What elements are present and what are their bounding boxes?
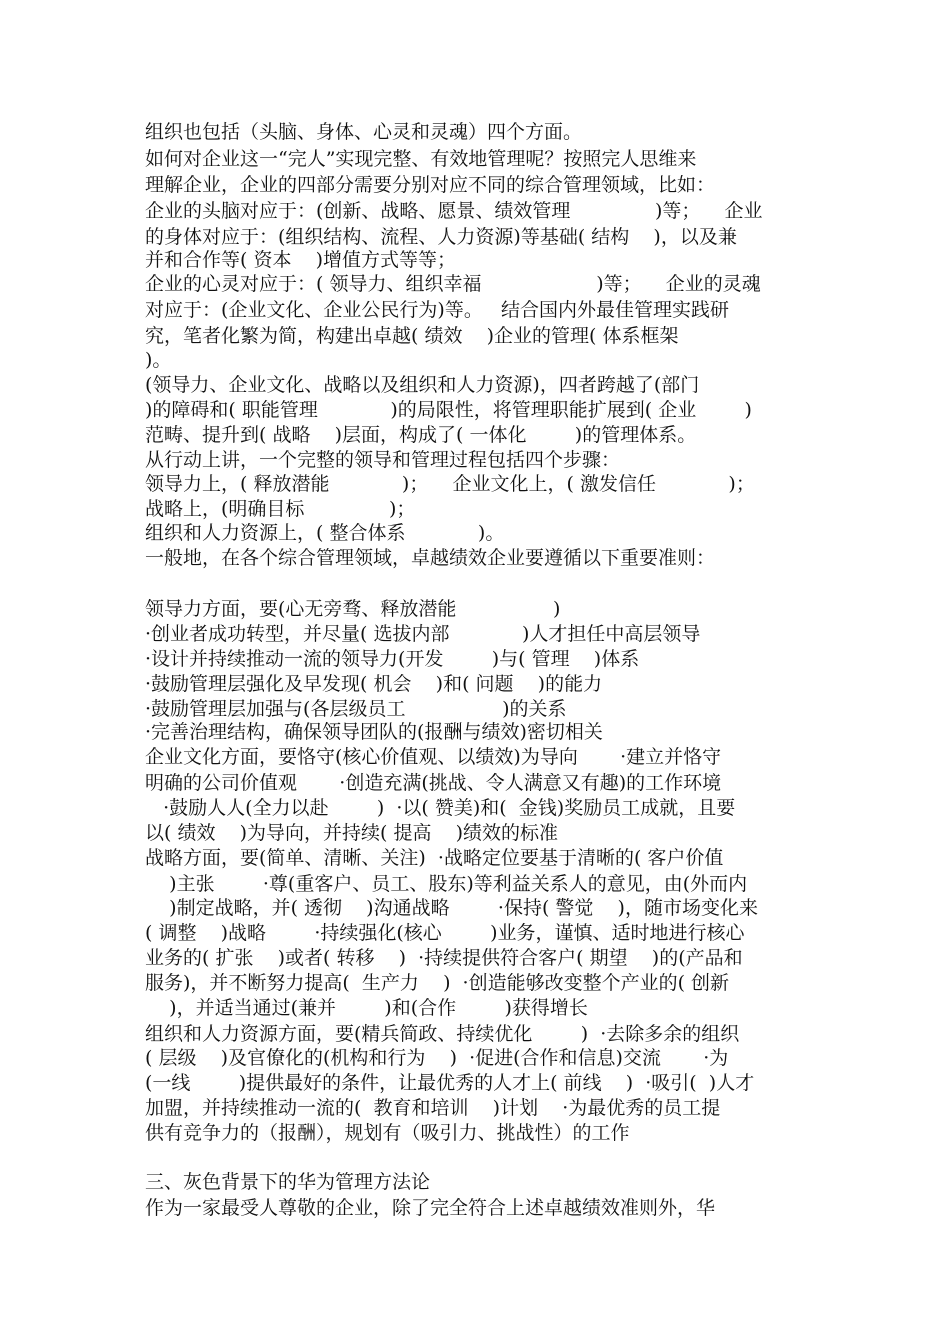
- text-line: ·鼓励管理层强化及早发现( 机会 )和( 问题 )的能力: [145, 673, 603, 695]
- text-line: ·完善治理结构，确保领导团队的(报酬与绩效)密切相关: [145, 721, 603, 743]
- text-line: 组织也包括（头脑、身体、心灵和灵魂）四个方面。: [145, 121, 583, 143]
- text-line: 企业的头脑对应于：(创新、战略、愿景、绩效管理 )等； 企业: [145, 200, 763, 222]
- text-line: 对应于：(企业文化、企业公民行为)等。 结合国内外最佳管理实践研: [145, 299, 729, 321]
- text-line: ( 层级 )及官僚化的(机构和行为 ) ·促进(合作和信息)交流 ·为: [145, 1047, 729, 1069]
- text-line: 加盟，并持续推动一流的( 教育和培训 )计划 ·为最优秀的员工提: [145, 1097, 721, 1119]
- text-line: 业务的( 扩张 )或者( 转移 ) ·持续提供符合客户( 期望 )的(产品和: [145, 947, 743, 969]
- text-line: ·创业者成功转型，并尽量( 选拔内部 )人才担任中高层领导: [145, 623, 701, 645]
- text-line: 企业的心灵对应于：( 领导力、组织幸福 )等； 企业的灵魂: [145, 273, 761, 295]
- text-line: 范畴、提升到( 战略 )层面，构成了( 一体化 )的管理体系。: [145, 424, 697, 446]
- text-line: 组织和人力资源方面，要(精兵简政、持续优化 ) ·去除多余的组织: [145, 1023, 740, 1045]
- text-line: 究，笔者化繁为简，构建出卓越( 绩效 )企业的管理( 体系框架: [145, 325, 679, 347]
- text-line: 如何对企业这一“完人”实现完整、有效地管理呢？按照完人思维来: [145, 148, 697, 170]
- text-line: 战略上，(明确目标 )；: [145, 498, 416, 520]
- text-line: ·鼓励管理层加强与(各层级员工 )的关系: [145, 698, 567, 720]
- text-line: ·鼓励人人(全力以赴 ) ·以( 赞美)和( 金钱)奖励员工成就，且要: [145, 797, 736, 819]
- text-line: 明确的公司价值观 ·创造充满(挑战、令人满意又有趣)的工作环境: [145, 772, 722, 794]
- text-line: 领导力方面，要(心无旁骛、释放潜能 ): [145, 598, 561, 620]
- text-line: 以( 绩效 )为导向，并持续( 提高 )绩效的标准: [145, 822, 559, 844]
- text-line: 领导力上，( 释放潜能 )； 企业文化上，( 激发信任 )；: [145, 473, 755, 495]
- text-line: ( 调整 )战略 ·持续强化(核心 )业务，谨慎、适时地进行核心: [145, 922, 745, 944]
- text-line: 供有竞争力的（报酬），规划有（吸引力、挑战性）的工作: [145, 1122, 630, 1144]
- text-line: )主张 ·尊(重客户、员工、股东)等利益关系人的意见，由(外而内: [145, 873, 748, 895]
- text-line: (一线 )提供最好的条件，让最优秀的人才上( 前线 ) ·吸引( )人才: [145, 1072, 755, 1094]
- text-line: 服务)，并不断努力提高( 生产力 ) ·创造能够改变整个产业的( 创新: [145, 972, 730, 994]
- text-line: 从行动上讲，一个完整的领导和管理过程包括四个步骤：: [145, 449, 621, 471]
- text-line: )的障碍和( 职能管理 )的局限性，将管理职能扩展到( 企业 ): [145, 399, 752, 421]
- text-line: 的身体对应于：(组织结构、流程、人力资源)等基础( 结构 )，以及兼: [145, 226, 737, 248]
- text-line: )，并适当通过(兼并 )和(合作 )获得增长: [145, 997, 588, 1019]
- text-line: 组织和人力资源上，( 整合体系 )。: [145, 522, 505, 544]
- text-line: 一般地，在各个综合管理领域，卓越绩效企业要遵循以下重要准则：: [145, 547, 716, 569]
- text-line: 战略方面，要(简单、清晰、关注) ·战略定位要基于清晰的( 客户价值: [145, 847, 724, 869]
- text-line: )。: [145, 349, 172, 371]
- text-line: (领导力、企业文化、战略以及组织和人力资源)，四者跨越了(部门: [145, 374, 700, 396]
- text-line: 企业文化方面，要恪守(核心价值观、以绩效)为导向 ·建立并恪守: [145, 746, 722, 768]
- text-line: 并和合作等( 资本 )增值方式等等；: [145, 249, 457, 271]
- text-line: )制定战略，并( 透彻 )沟通战略 ·保持( 警觉 )，随市场变化来: [145, 897, 758, 919]
- text-line: ·设计并持续推动一流的领导力(开发 )与( 管理 )体系: [145, 648, 640, 670]
- text-line: 理解企业，企业的四部分需要分别对应不同的综合管理领域，比如：: [145, 174, 716, 196]
- section-heading: 三、灰色背景下的华为管理方法论: [145, 1171, 431, 1193]
- text-line: 作为一家最受人尊敬的企业，除了完全符合上述卓越绩效准则外，华: [145, 1197, 716, 1219]
